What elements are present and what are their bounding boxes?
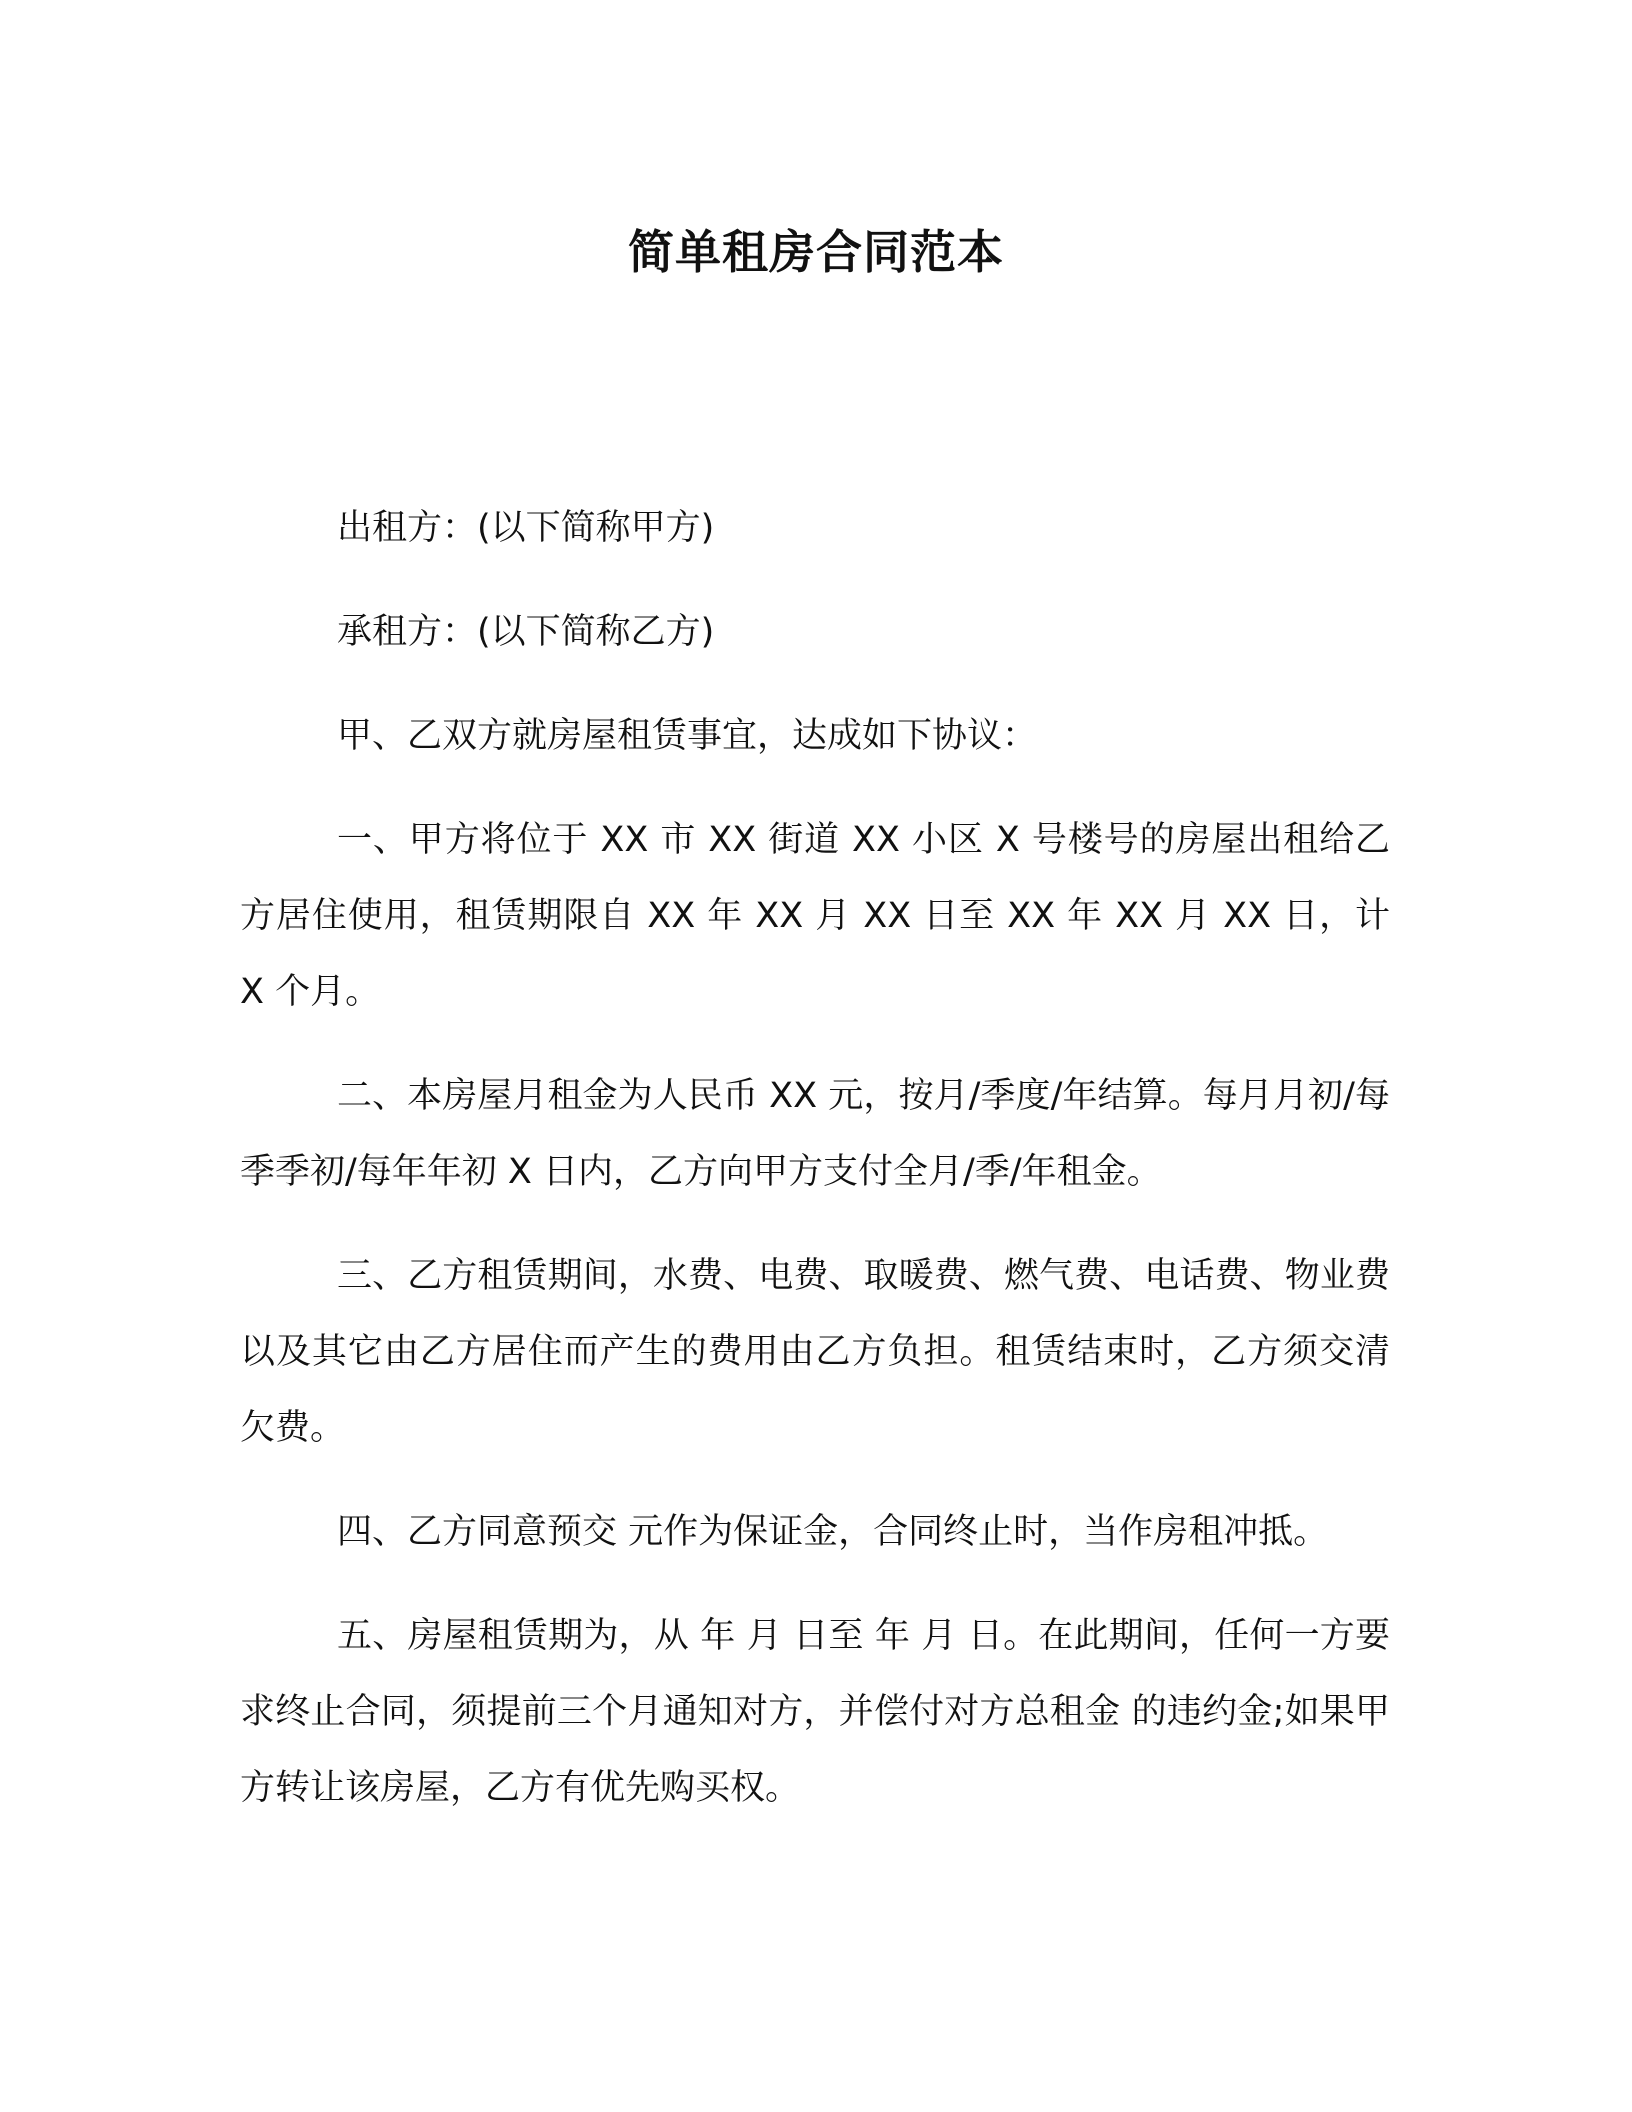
clause-5: 五、房屋租赁期为，从 年 月 日至 年 月 日。在此期间，任何一方要求终止合同，须提前三个月通知对方，并偿付对方总租金 的违约金;如果甲方转让该房屋，乙方有优先购买权。 (240, 1616, 1390, 1808)
agreement-intro: 甲、乙双方就房屋租赁事宜，达成如下协议： (337, 716, 1038, 756)
lessee-line: 承租方：(以下简称乙方) (337, 612, 715, 652)
document-body (240, 490, 1390, 1854)
clause-3: 三、乙方租赁期间，水费、电费、取暖费、燃气费、电话费、物业费以及其它由乙方居住而产生的费用由乙方负担。租赁结束时，乙方须交清欠费。 (240, 1256, 1390, 1448)
document-title: 简单租房合同范本 (628, 225, 1004, 279)
lessor-line: 出租方：(以下简称甲方) (337, 508, 715, 548)
clause-2: 二、本房屋月租金为人民币 XX 元，按月/季度/年结算。每月月初/每季季初/每年年初 X 日内，乙方向甲方支付全月/季/年租金。 (240, 1076, 1390, 1192)
clause-1: 一、甲方将位于 XX 市 XX 街道 XX 小区 X 号楼号的房屋出租给乙方居住使用，租赁期限自 XX 年 XX 月 XX 日至 XX 年 XX 月 XX 日，计 X 个月。 (240, 820, 1390, 1012)
clause-4: 四、乙方同意预交 元作为保证金，合同终止时，当作房租冲抵。 (337, 1512, 1329, 1552)
